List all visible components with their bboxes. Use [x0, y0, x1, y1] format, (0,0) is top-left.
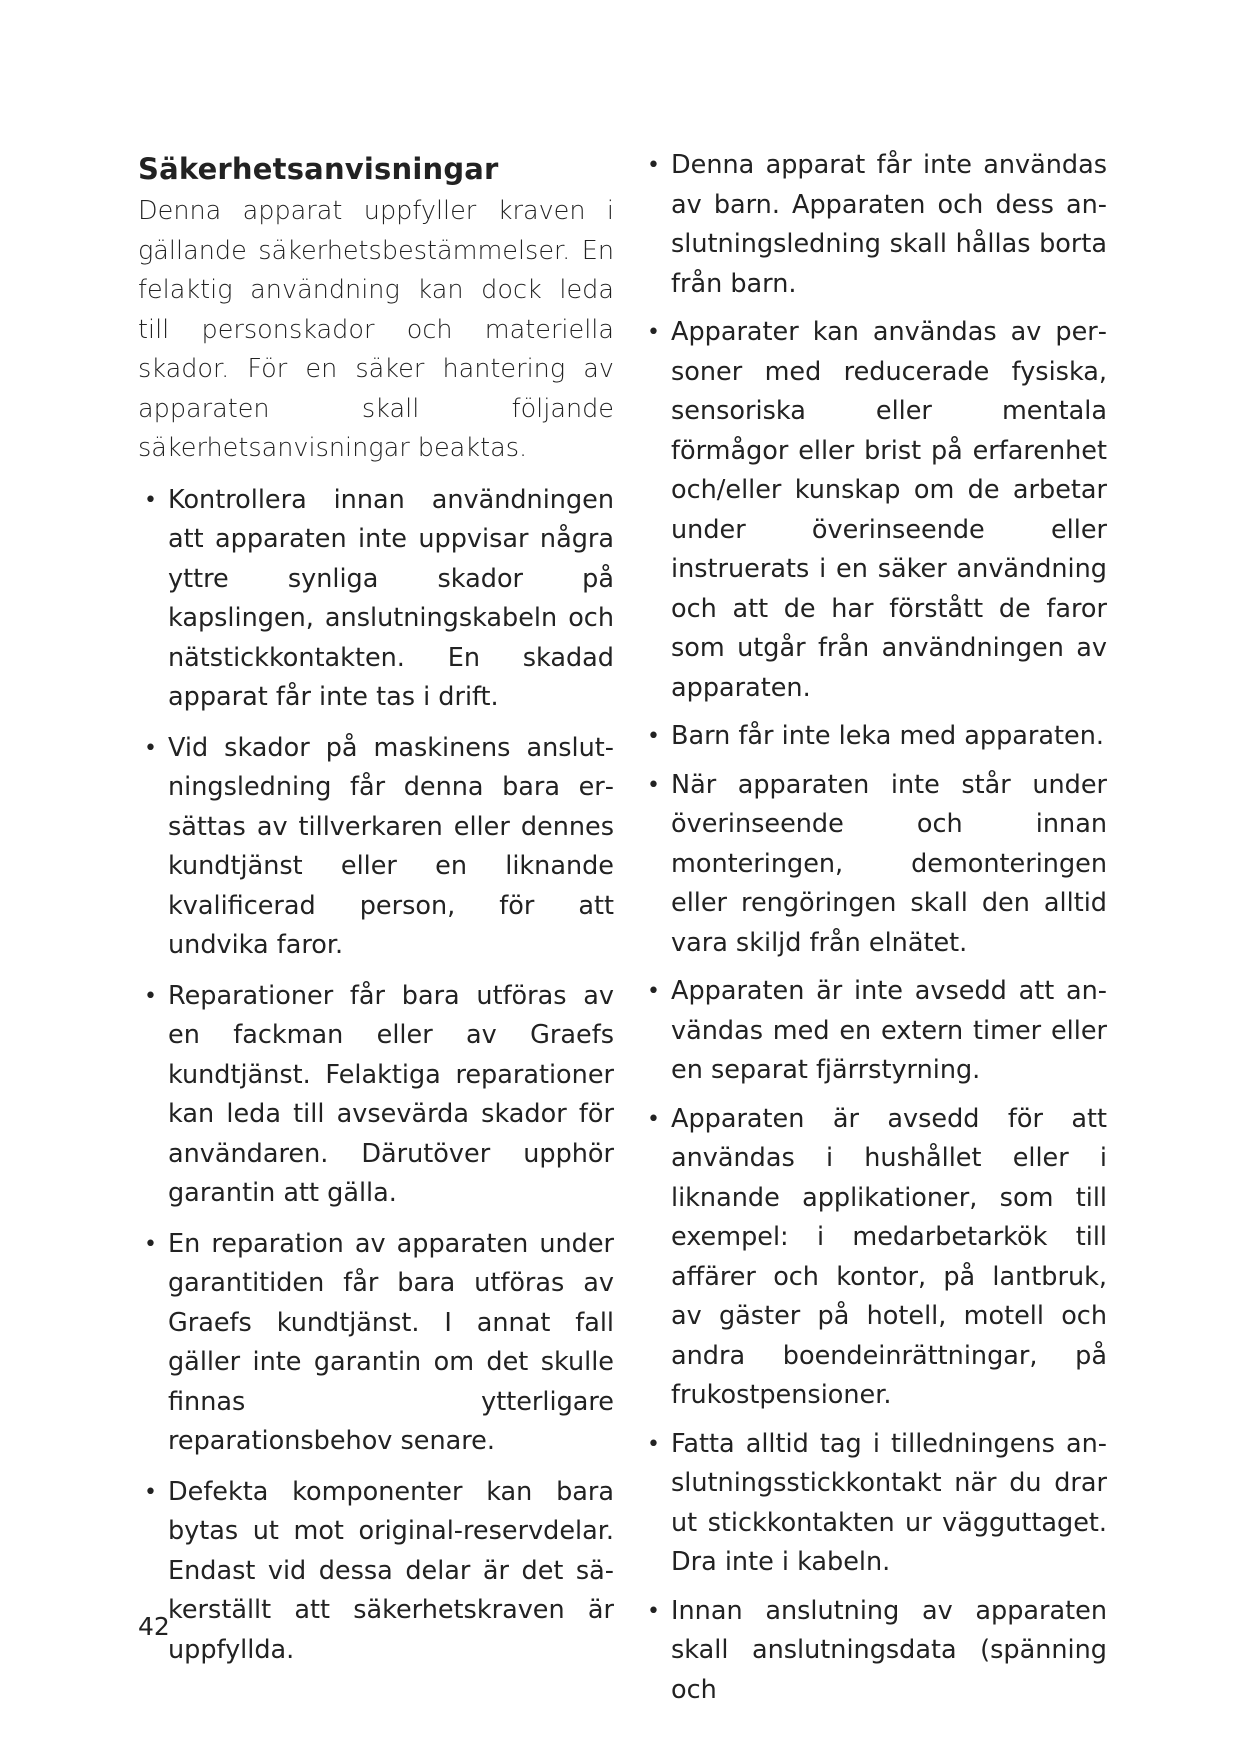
- bullet-dot-icon: •: [144, 1231, 157, 1257]
- bullet-item: [641, 146, 1107, 304]
- page-number: 42: [138, 1612, 170, 1641]
- bullet-text: Kontrollera innan användningen att apparaten inte uppvisar några yttre synliga skador på kapslingen, anslutningskabeln och nätstickkontakten. En skadad apparat får inte tas i drift.: [168, 484, 614, 712]
- bullet-dot-icon: •: [144, 487, 157, 513]
- intro-paragraph: Denna apparat uppfyller kraven i gällande säkerhetsbestämmelser. En felaktig användning kan dock leda till personskador och materiella skador. För en säker hantering av apparaten skall följande säkerhetsanvisningar beaktas.: [138, 196, 614, 463]
- bullet-item: [641, 717, 1107, 757]
- bullet-text: Reparationer får bara utföras av en fackman eller av Graefs kundtjänst. Felaktiga reparationer kan leda till avsevärda skador för användaren. Därutöver upphör garantin att gälla.: [168, 980, 614, 1208]
- bullet-dot-icon: •: [647, 724, 660, 749]
- section-heading: Säkerhetsanvisningar: [138, 152, 499, 186]
- bullet-text: En reparation av apparaten under garantitiden får bara utföras av Graefs kundtjänst. I annat fall gäller inte garantin om det skulle finnas ytterligare reparationsbehov senare.: [168, 1228, 614, 1456]
- bullet-item: [641, 1425, 1107, 1583]
- bullet-dot-icon: •: [144, 735, 157, 761]
- bullet-dot-icon: •: [647, 979, 660, 1004]
- bullet-dot-icon: •: [647, 320, 660, 345]
- bullet-dot-icon: •: [647, 153, 660, 178]
- bullet-item: [641, 1592, 1107, 1711]
- bullet-dot-icon: •: [144, 983, 157, 1009]
- bullet-text: Innan anslutning av apparaten skall anslutningsdata (spänning och: [671, 1595, 1107, 1705]
- bullet-dot-icon: •: [647, 1106, 660, 1132]
- bullet-text: Denna apparat får inte användas av barn. Apparaten och dess anslutningsledning skall hållas borta från barn.: [671, 150, 1107, 299]
- bullet-item: [138, 729, 614, 966]
- bullet-item: [641, 766, 1107, 964]
- bullet-text: Apparater kan användas av personer med reducerade fysiska, sensoriska eller mentala förmågor eller brist på erfarenhet och/eller kunskap om de arbetar under överinseende eller instruerats i en säker användning och att de har förstått de faror som utgår från användningen av apparaten.: [671, 317, 1107, 703]
- bullet-item: [641, 1100, 1107, 1416]
- bullet-item: [138, 977, 614, 1214]
- bullet-dot-icon: •: [144, 1479, 157, 1505]
- bullet-text: När apparaten inte står under överinseende och innan monteringen, demonteringen eller rengöringen skall den alltid vara skiljd från elnätet.: [671, 769, 1107, 958]
- bullet-text: Barn får inte leka med apparaten.: [671, 721, 1104, 751]
- bullet-text: Fatta alltid tag i tilledningens anslutningsstickkontakt när du drar ut stickkontakten ur vägguttaget. Dra inte i kabeln.: [671, 1428, 1107, 1577]
- bullet-item: [138, 1225, 614, 1462]
- bullet-text: Apparaten är avsedd för att användas i hushållet eller i liknande applikationer, som till exempel: i medarbetarkök till affärer och kontor, på lantbruk, av gäster på hotell, motell och andra boendeinrättningar, på frukostpensioner.: [671, 1103, 1107, 1410]
- bullet-item: [641, 972, 1107, 1091]
- bullet-item: [138, 481, 614, 718]
- bullet-text: Apparaten är inte avsedd att användas med en extern timer eller en separat fjärrstyrning.: [671, 976, 1107, 1085]
- right-bullet-list: [641, 146, 1107, 1710]
- right-column: [641, 150, 1107, 1719]
- bullet-dot-icon: •: [647, 772, 660, 798]
- left-column: [138, 150, 614, 1681]
- bullet-dot-icon: •: [647, 1598, 660, 1624]
- bullet-dot-icon: •: [647, 1431, 660, 1457]
- bullet-text: Defekta komponenter kan bara bytas ut mot original-reservdelar. Endast vid dessa delar är det säkerställt att säkerhetskraven är uppfyllda.: [168, 1476, 614, 1665]
- left-bullet-list: [138, 481, 614, 1671]
- bullet-item: [138, 1473, 614, 1671]
- bullet-text: Vid skador på maskinens anslutningsledning får denna bara ersättas av tillverkaren eller dennes kundtjänst eller en liknande kvalificerad person, för att undvika faror.: [168, 732, 614, 960]
- bullet-item: [641, 313, 1107, 708]
